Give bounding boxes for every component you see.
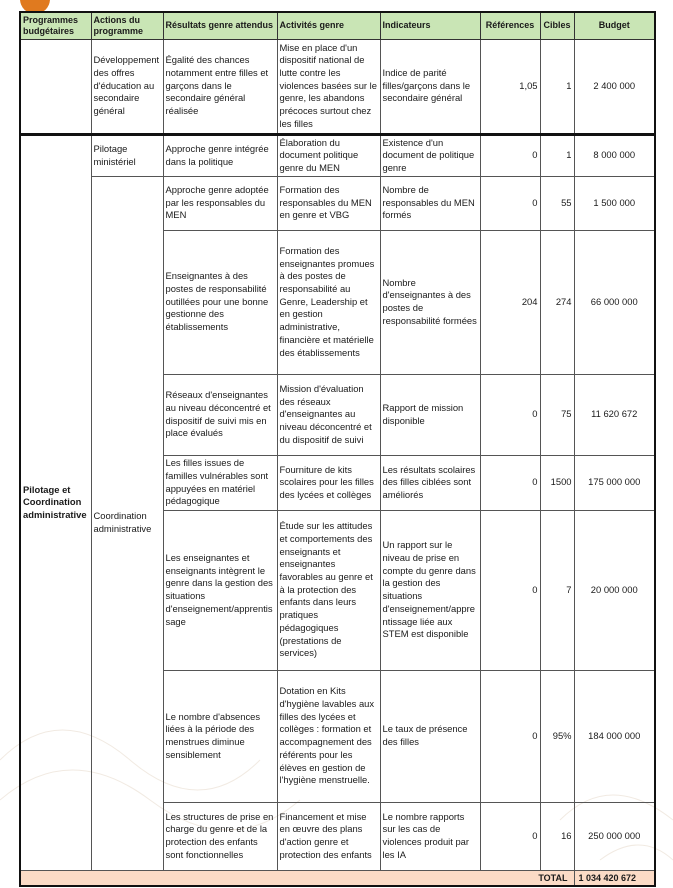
indicateur-cell: Le taux de présence des filles bbox=[380, 670, 480, 802]
programme-cell: Pilotage et Coordination administrative bbox=[20, 134, 91, 870]
budget-cell: 175 000 000 bbox=[574, 455, 655, 510]
budget-cell: 1 500 000 bbox=[574, 176, 655, 230]
header-references: Références bbox=[480, 12, 540, 39]
budget-cell: 11 620 672 bbox=[574, 374, 655, 455]
resultat-cell: Égalité des chances notamment entre filles et garçons dans le secondaire général réalisée bbox=[163, 39, 277, 134]
activite-cell: Formation des enseignantes promues à des postes de responsabilité au Genre, Leadership et en gestion administrative, financière et matérielle des établissements bbox=[277, 230, 380, 374]
action-cell: Développement des offres d'éducation au secondaire général bbox=[91, 39, 163, 134]
reference-cell: 0 bbox=[480, 134, 540, 176]
total-label: TOTAL bbox=[20, 870, 574, 886]
resultat-cell: Les filles issues de familles vulnérables sont appuyées en matériel pédagogique bbox=[163, 455, 277, 510]
indicateur-cell: Existence d'un document de politique genre bbox=[380, 134, 480, 176]
budget-cell: 20 000 000 bbox=[574, 510, 655, 670]
programme-cell-empty bbox=[20, 39, 91, 134]
cible-cell: 274 bbox=[540, 230, 574, 374]
reference-cell: 204 bbox=[480, 230, 540, 374]
resultat-cell: Enseignantes à des postes de responsabilité outillées pour une bonne gestionne des établissements bbox=[163, 230, 277, 374]
indicateur-cell: Les résultats scolaires des filles ciblées sont améliorés bbox=[380, 455, 480, 510]
indicateur-cell: Indice de parité filles/garçons dans le secondaire général bbox=[380, 39, 480, 134]
indicateur-cell: Un rapport sur le niveau de prise en compte du genre dans la gestion des situations d'enseignement/apprentissage liée aux STEM est disponible bbox=[380, 510, 480, 670]
action-cell: Coordination administrative bbox=[91, 176, 163, 870]
budget-cell: 2 400 000 bbox=[574, 39, 655, 134]
indicateur-cell: Nombre d'enseignantes à des postes de responsabilité formées bbox=[380, 230, 480, 374]
activite-cell: Mise en place d'un dispositif national de lutte contre les violences basées sur le genre, les abandons précoces surtout chez les filles bbox=[277, 39, 380, 134]
activite-cell: Financement et mise en œuvre des plans d'action genre et protection des enfants bbox=[277, 802, 380, 870]
indicateur-cell: Rapport de mission disponible bbox=[380, 374, 480, 455]
table-header-row bbox=[20, 12, 655, 39]
resultat-cell: Approche genre adoptée par les responsables du MEN bbox=[163, 176, 277, 230]
reference-cell: 0 bbox=[480, 176, 540, 230]
cible-cell: 1500 bbox=[540, 455, 574, 510]
activite-cell: Fourniture de kits scolaires pour les filles des lycées et collèges bbox=[277, 455, 380, 510]
header-cibles: Cibles bbox=[540, 12, 574, 39]
reference-cell: 0 bbox=[480, 455, 540, 510]
reference-cell: 0 bbox=[480, 670, 540, 802]
table-row bbox=[20, 134, 655, 176]
cible-cell: 95% bbox=[540, 670, 574, 802]
cible-cell: 16 bbox=[540, 802, 574, 870]
table-row bbox=[20, 176, 655, 230]
reference-cell: 0 bbox=[480, 802, 540, 870]
cible-cell: 55 bbox=[540, 176, 574, 230]
total-value: 1 034 420 672 bbox=[574, 870, 655, 886]
activite-cell: Étude sur les attitudes et comportements des enseignants et enseignantes favorables au genre et à la protection des enfants dans leurs pratiques pédagogiques (prestations de services) bbox=[277, 510, 380, 670]
header-resultats: Résultats genre attendus bbox=[163, 12, 277, 39]
resultat-cell: Les structures de prise en charge du genre et de la protection des enfants sont fonctionnelles bbox=[163, 802, 277, 870]
reference-cell: 1,05 bbox=[480, 39, 540, 134]
reference-cell: 0 bbox=[480, 510, 540, 670]
header-programmes: Programmes budgétaires bbox=[20, 12, 91, 39]
resultat-cell: Le nombre d'absences liées à la période des menstrues diminue sensiblement bbox=[163, 670, 277, 802]
reference-cell: 0 bbox=[480, 374, 540, 455]
header-budget: Budget bbox=[574, 12, 655, 39]
budget-cell: 66 000 000 bbox=[574, 230, 655, 374]
total-row bbox=[20, 870, 655, 886]
resultat-cell: Réseaux d'enseignantes au niveau déconcentré et dispositif de suivi mis en place évalués bbox=[163, 374, 277, 455]
cible-cell: 75 bbox=[540, 374, 574, 455]
header-actions: Actions du programme bbox=[91, 12, 163, 39]
cible-cell: 7 bbox=[540, 510, 574, 670]
resultat-cell: Les enseignantes et enseignants intègrent le genre dans la gestion des situations d'enseignement/apprentissage bbox=[163, 510, 277, 670]
indicateur-cell: Nombre de responsables du MEN formés bbox=[380, 176, 480, 230]
cible-cell: 1 bbox=[540, 134, 574, 176]
indicateur-cell: Le nombre rapports sur les cas de violences produit par les IA bbox=[380, 802, 480, 870]
budget-cell: 8 000 000 bbox=[574, 134, 655, 176]
budget-cell: 184 000 000 bbox=[574, 670, 655, 802]
activite-cell: Dotation en Kits d'hygiène lavables aux filles des lycées et collèges : formation et accompagnement des référents pour les élèves en gestion de l'hygiène menstruelle. bbox=[277, 670, 380, 802]
budget-cell: 250 000 000 bbox=[574, 802, 655, 870]
resultat-cell: Approche genre intégrée dans la politique bbox=[163, 134, 277, 176]
activite-cell: Élaboration du document politique genre du MEN bbox=[277, 134, 380, 176]
activite-cell: Formation des responsables du MEN en genre et VBG bbox=[277, 176, 380, 230]
action-cell: Pilotage ministériel bbox=[91, 134, 163, 176]
cible-cell: 1 bbox=[540, 39, 574, 134]
table-row bbox=[20, 39, 655, 134]
budget-table bbox=[19, 11, 656, 887]
header-activites: Activités genre bbox=[277, 12, 380, 39]
activite-cell: Mission d'évaluation des réseaux d'enseignantes au niveau déconcentré et du dispositif de suivi bbox=[277, 374, 380, 455]
header-indicateurs: Indicateurs bbox=[380, 12, 480, 39]
